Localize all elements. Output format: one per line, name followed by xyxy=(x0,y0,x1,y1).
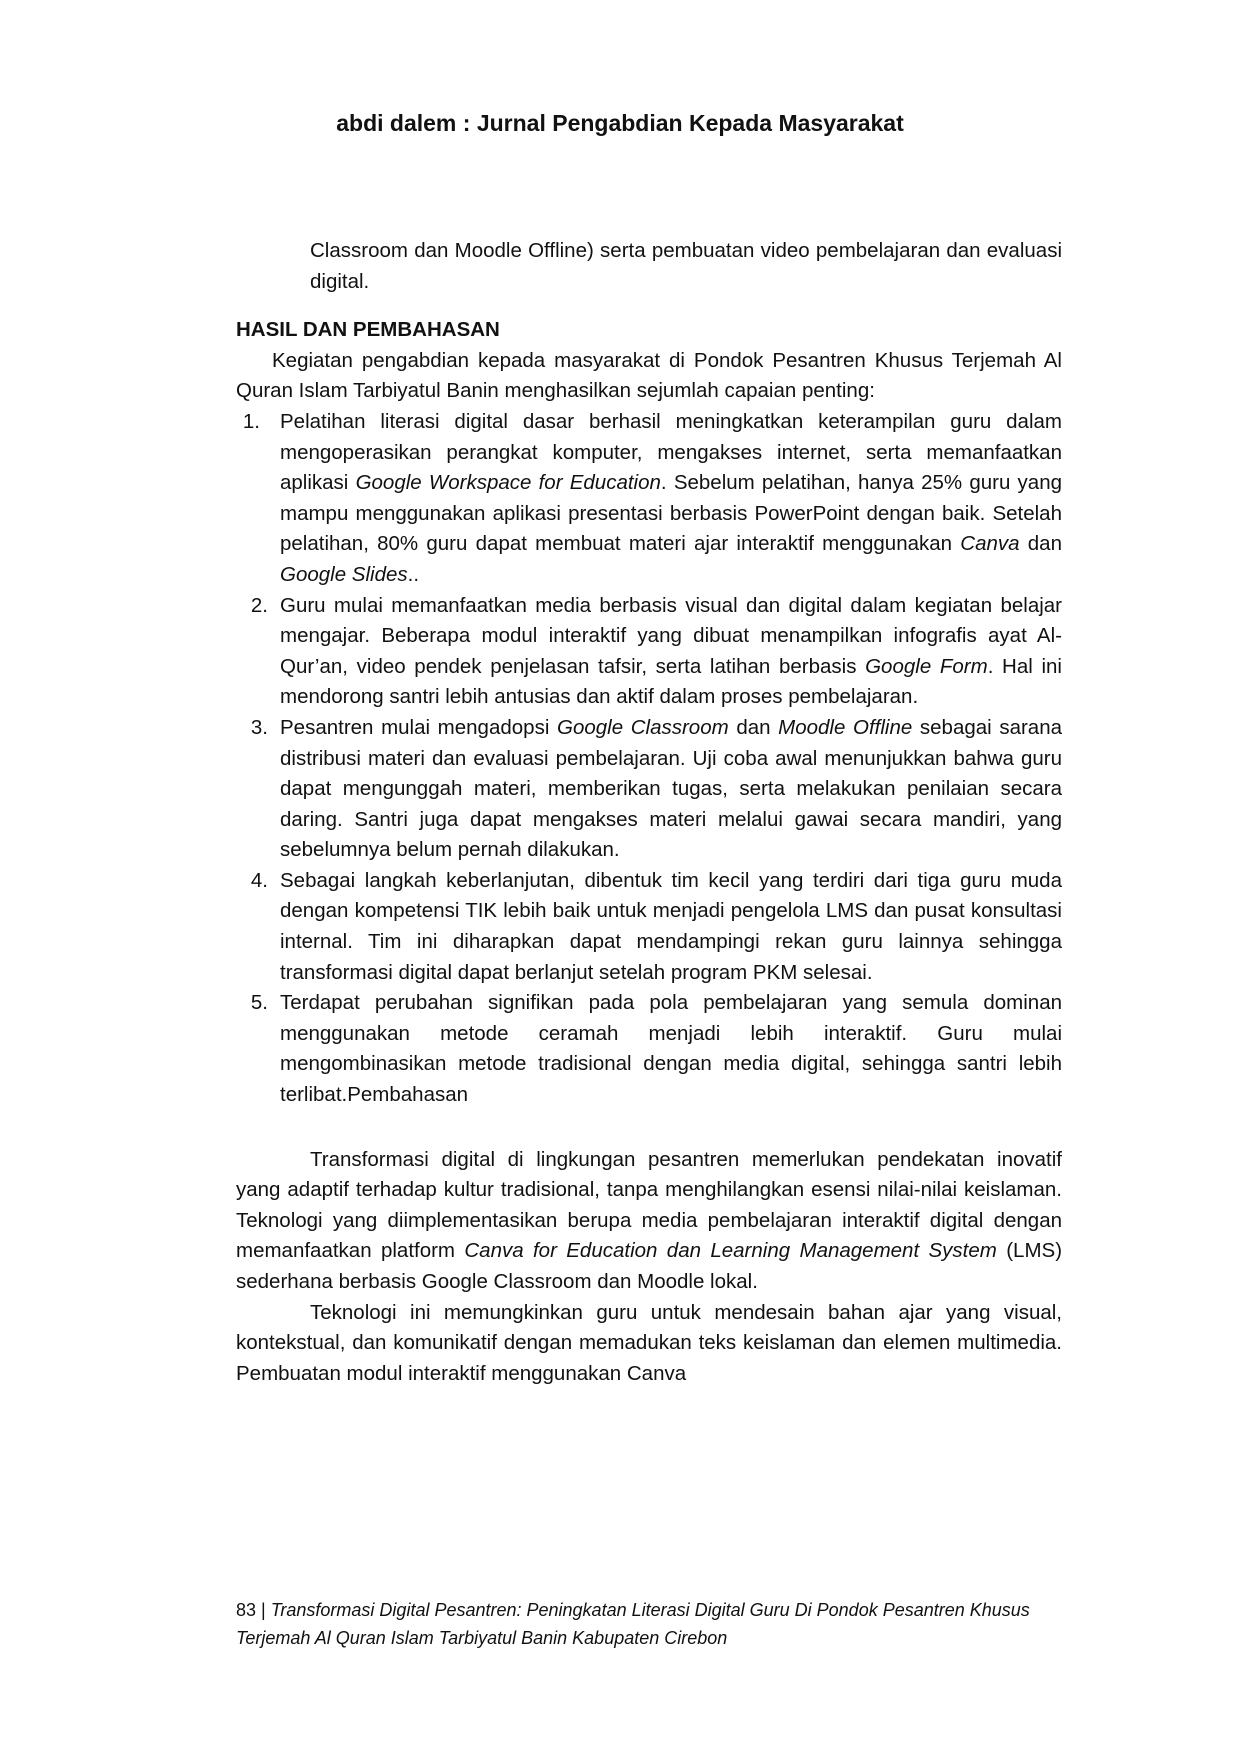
section-lead: Kegiatan pengabdian kepada masyarakat di Pondok Pesantren Khusus Terjemah Al Quran Islam Tarbiyatul Banin menghasilkan sejumlah capaian penting: xyxy=(236,348,1062,403)
list-text: . Hal ini mendorong santri lebih antusias dan aktif dalam proses pembelajaran. xyxy=(280,654,1062,709)
paragraph-emphasis: Canva for Education dan Learning Management System xyxy=(464,1239,997,1263)
list-number: 1. xyxy=(242,409,260,433)
intro-continuation: Classroom dan Moodle Offline) serta pembuatan video pembelajaran dan evaluasi digital. xyxy=(310,239,1062,293)
list-text: dan xyxy=(1019,532,1062,556)
running-title: Transformasi Digital Pesantren: Peningkatan Literasi Digital Guru Di Pondok Pesantren Khusus Terjemah Al Quran Islam Tarbiyatul Banin Kabupaten Cirebon xyxy=(236,1600,1030,1648)
list-number: 2. xyxy=(250,593,268,617)
list-text: dan xyxy=(728,715,779,739)
paragraph-text: Transformasi digital di lingkungan pesantren memerlukan pendekatan inovatif yang adaptif terhadap kultur tradisional, tanpa menghilangkan esensi nilai-nilai keislaman. Teknologi yang diimplementasikan berupa media pembelajaran interaktif digital dengan memanfaatkan platform xyxy=(236,1147,1062,1263)
list-number: 5. xyxy=(250,991,268,1015)
list-emphasis: Google Workspace for Education xyxy=(355,471,661,495)
list-emphasis: Canva xyxy=(960,532,1020,556)
list-text: Terdapat perubahan signifikan pada pola pembelajaran yang semula dominan menggunakan metode ceramah menjadi lebih interaktif. Guru mulai mengombinasikan metode tradisional dengan media digital, sehingga santri lebih terlibat.Pembahasan xyxy=(280,991,1062,1107)
discussion-paragraph xyxy=(236,1145,1062,1298)
list-item xyxy=(236,866,1062,988)
discussion-paragraph: Teknologi ini memungkinkan guru untuk mendesain bahan ajar yang visual, kontekstual, dan komunikatif dengan memadukan teks keislaman dan elemen multimedia. Pembuatan modul interaktif menggunakan Canva xyxy=(236,1300,1062,1385)
list-number: 4. xyxy=(250,868,268,892)
list-emphasis: Google Slides xyxy=(280,562,408,586)
list-text: .. xyxy=(407,562,420,586)
list-text: Guru mulai memanfaatkan media berbasis visual dan digital dalam kegiatan belajar mengajar. Beberapa modul interaktif yang dibuat menampilkan infografis ayat Al-Qur’an, video pendek penjelasan tafsir, serta latihan berbasis xyxy=(280,593,1062,678)
list-item xyxy=(236,407,1062,591)
article-body xyxy=(236,236,1062,1389)
section-heading: HASIL DAN PEMBAHASAN xyxy=(236,318,500,342)
paragraph-text: (LMS) sederhana berbasis Google Classroom dan Moodle lokal. xyxy=(236,1239,1063,1293)
list-emphasis: Google Form xyxy=(865,654,988,678)
journal-header: abdi dalem : Jurnal Pengabdian Kepada Masyarakat xyxy=(336,110,904,136)
list-text: . Sebelum pelatihan, hanya 25% guru yang mampu menggunakan aplikasi presentasi berbasis PowerPoint dengan baik. Setelah pelatihan, 80% guru dapat membuat materi ajar interaktif menggunakan xyxy=(280,471,1063,556)
list-text: sebagai sarana distribusi materi dan evaluasi pembelajaran. Uji coba awal menunjukkan bahwa guru dapat mengunggah materi, memberikan tugas, serta melakukan penilaian secara daring. Santri juga dapat mengakses materi melalui gawai secara mandiri, yang sebelumnya belum pernah dilakukan. xyxy=(280,715,1062,862)
list-text: Pesantren mulai mengadopsi xyxy=(280,715,557,739)
page-footer xyxy=(236,1596,1062,1652)
list-item xyxy=(236,713,1062,866)
list-text: Pelatihan literasi digital dasar berhasil meningkatkan keterampilan guru dalam mengoperasikan perangkat komputer, mengakses internet, serta memanfaatkan aplikasi xyxy=(280,409,1062,495)
page-number: 83 xyxy=(236,1600,257,1620)
list-number: 3. xyxy=(250,715,268,739)
list-emphasis: Moodle Offline xyxy=(778,715,913,739)
results-list xyxy=(236,407,1062,1111)
list-emphasis: Google Classroom xyxy=(557,715,729,739)
footer-separator: | xyxy=(261,1600,266,1620)
list-item xyxy=(236,591,1062,713)
list-item xyxy=(236,988,1062,1110)
list-text: Sebagai langkah keberlanjutan, dibentuk tim kecil yang terdiri dari tiga guru muda dengan kompetensi TIK lebih baik untuk menjadi pengelola LMS dan pusat konsultasi internal. Tim ini diharapkan dapat mendampingi rekan guru lainnya sehingga transformasi digital dapat berlanjut setelah program PKM selesai. xyxy=(280,868,1062,984)
